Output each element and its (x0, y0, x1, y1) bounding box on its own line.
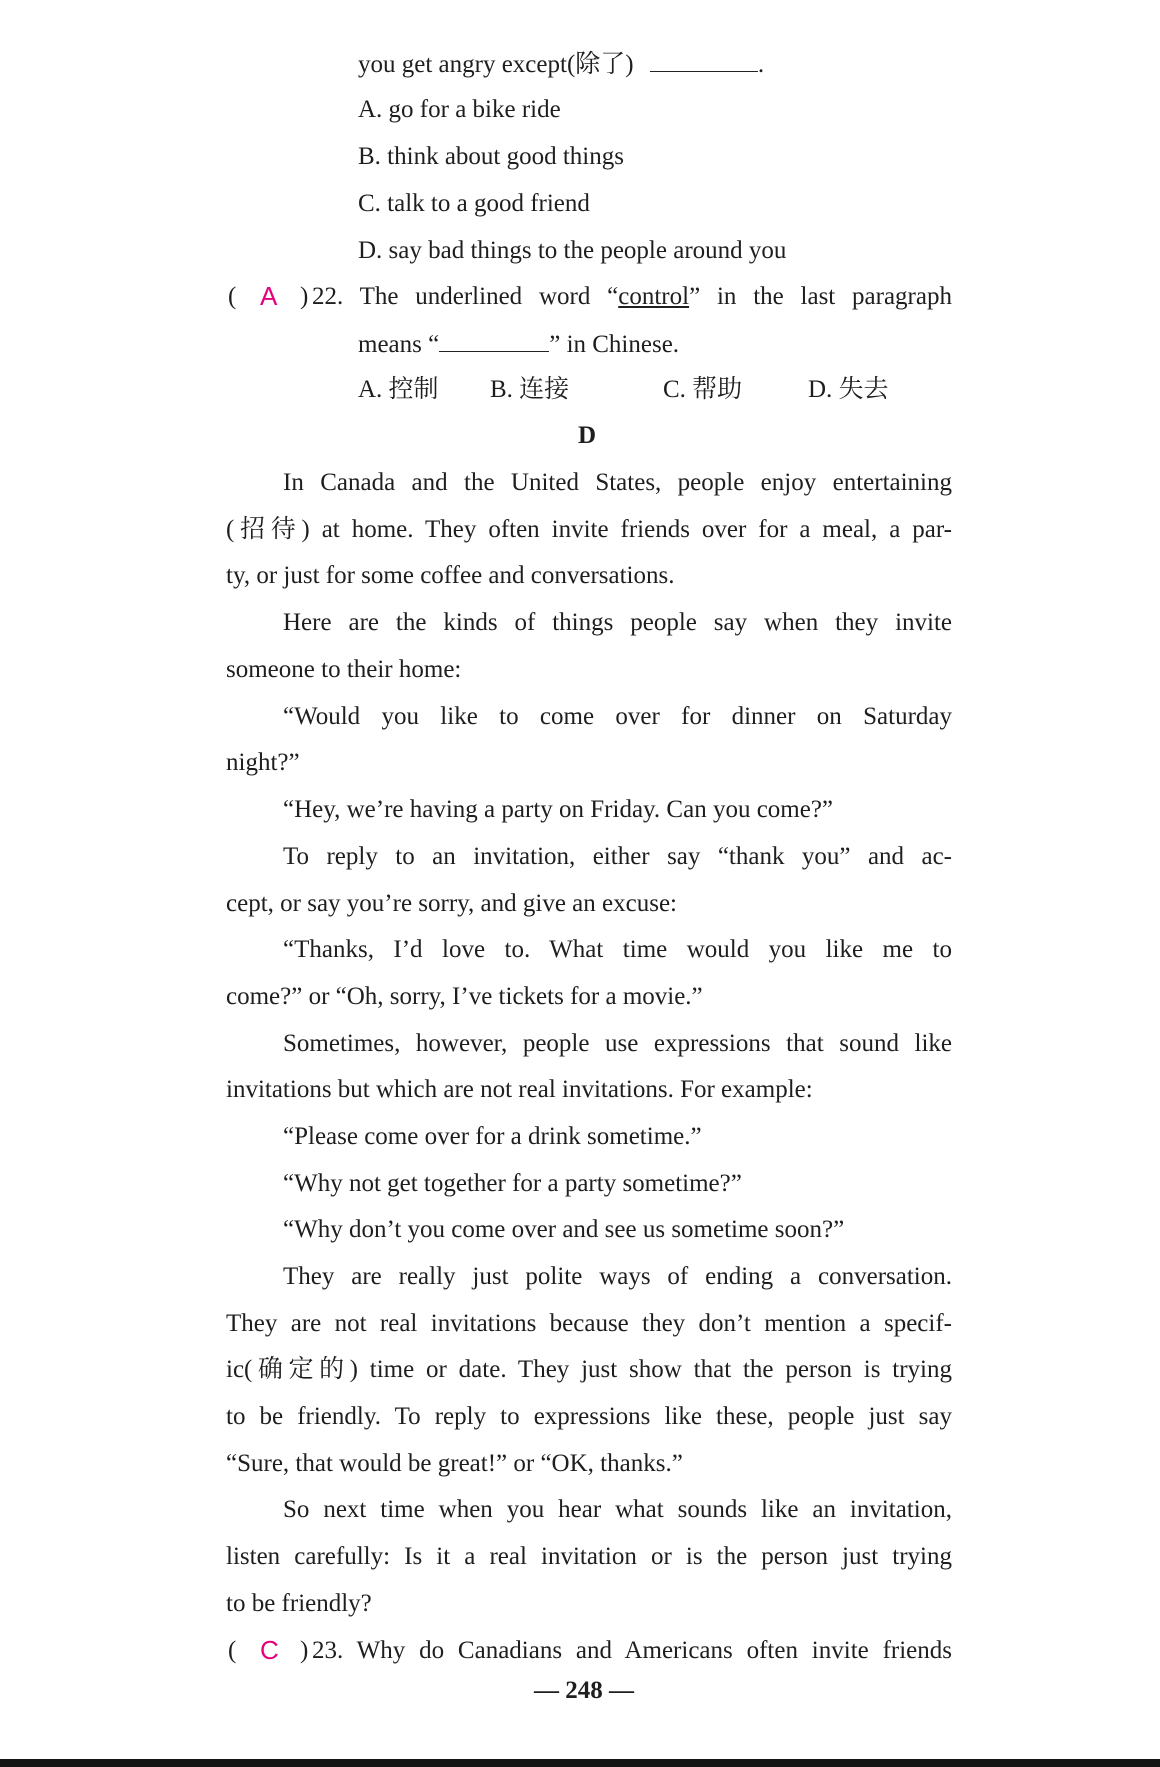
passage-line: “Hey, we’re having a party on Friday. Can you come?” (283, 796, 834, 823)
passage-line: To reply to an invitation, either say “thank you” and ac- (283, 843, 952, 870)
q22-answer-mark[interactable]: A (260, 281, 278, 311)
q22-stem: 22. The underlined word “control” in the last paragraph (312, 283, 952, 310)
passage-line: come?” or “Oh, sorry, I’ve tickets for a movie.” (226, 983, 703, 1010)
q23-stem: 23. Why do Canadians and Americans often invite friends (312, 1637, 952, 1664)
q22-answer-blank[interactable] (439, 329, 549, 352)
q22-answer-paren-close: ) (300, 283, 309, 310)
passage-line: ic(确定的) time or date. They just show that the person is trying (226, 1356, 952, 1383)
q22-underlined-word: control (618, 283, 690, 310)
q23-answer-paren-open: ( (228, 1637, 237, 1664)
passage-line: They are not real invitations because they don’t mention a specif- (226, 1310, 952, 1337)
passage-line: night?” (226, 749, 300, 776)
passage-line: someone to their home: (226, 656, 462, 683)
passage-line: “Would you like to come over for dinner on Saturday (283, 703, 952, 730)
q22-option-b[interactable]: B. 连接 (490, 376, 570, 403)
q23-answer-mark[interactable]: C (260, 1635, 279, 1665)
passage-line: to be friendly? (226, 1590, 372, 1617)
passage-line: “Please come over for a drink sometime.” (283, 1123, 702, 1150)
passage-line: In Canada and the United States, people enjoy entertaining (283, 469, 952, 496)
passage-line: “Sure, that would be great!” or “OK, thanks.” (226, 1450, 683, 1477)
passage-line: “Thanks, I’d love to. What time would you like me to (283, 936, 952, 963)
q21-option-c[interactable]: C. talk to a good friend (358, 190, 590, 217)
passage-line: (招待) at home. They often invite friends over for a meal, a par- (226, 516, 952, 543)
q21-stem-end: you get angry except(除了) . (358, 51, 765, 78)
passage-line: So next time when you hear what sounds like an invitation, (283, 1496, 952, 1523)
section-title: D (578, 422, 597, 449)
q23-answer-paren-close: ) (300, 1637, 309, 1664)
q21-option-d[interactable]: D. say bad things to the people around you (358, 237, 787, 264)
q21-option-b[interactable]: B. think about good things (358, 143, 624, 170)
passage-line: to be friendly. To reply to expressions like these, people just say (226, 1403, 952, 1430)
q21-option-a[interactable]: A. go for a bike ride (358, 96, 561, 123)
passage-line: Here are the kinds of things people say when they invite (283, 609, 952, 636)
q22-stem-line2: means “ ” in Chinese. (358, 331, 680, 358)
passage-line: cept, or say you’re sorry, and give an excuse: (226, 890, 677, 917)
q22-option-c[interactable]: C. 帮助 (663, 376, 743, 403)
passage-line: Sometimes, however, people use expressions that sound like (283, 1030, 952, 1057)
q22-answer-paren-open: ( (228, 283, 237, 310)
passage-line: “Why don’t you come over and see us sometime soon?” (283, 1216, 845, 1243)
page-number: — 248 — (534, 1677, 634, 1704)
passage-line: They are really just polite ways of ending a conversation. (283, 1263, 952, 1290)
q22-option-a[interactable]: A. 控制 (358, 376, 439, 403)
passage-line: “Why not get together for a party sometime?” (283, 1170, 742, 1197)
q21-answer-blank[interactable] (650, 49, 758, 72)
bottom-edge-bar (0, 1759, 1160, 1767)
q22-option-d[interactable]: D. 失去 (808, 376, 889, 403)
passage-line: ty, or just for some coffee and conversations. (226, 562, 675, 589)
passage-line: invitations but which are not real invitations. For example: (226, 1076, 813, 1103)
passage-line: listen carefully: Is it a real invitation or is the person just trying (226, 1543, 952, 1570)
